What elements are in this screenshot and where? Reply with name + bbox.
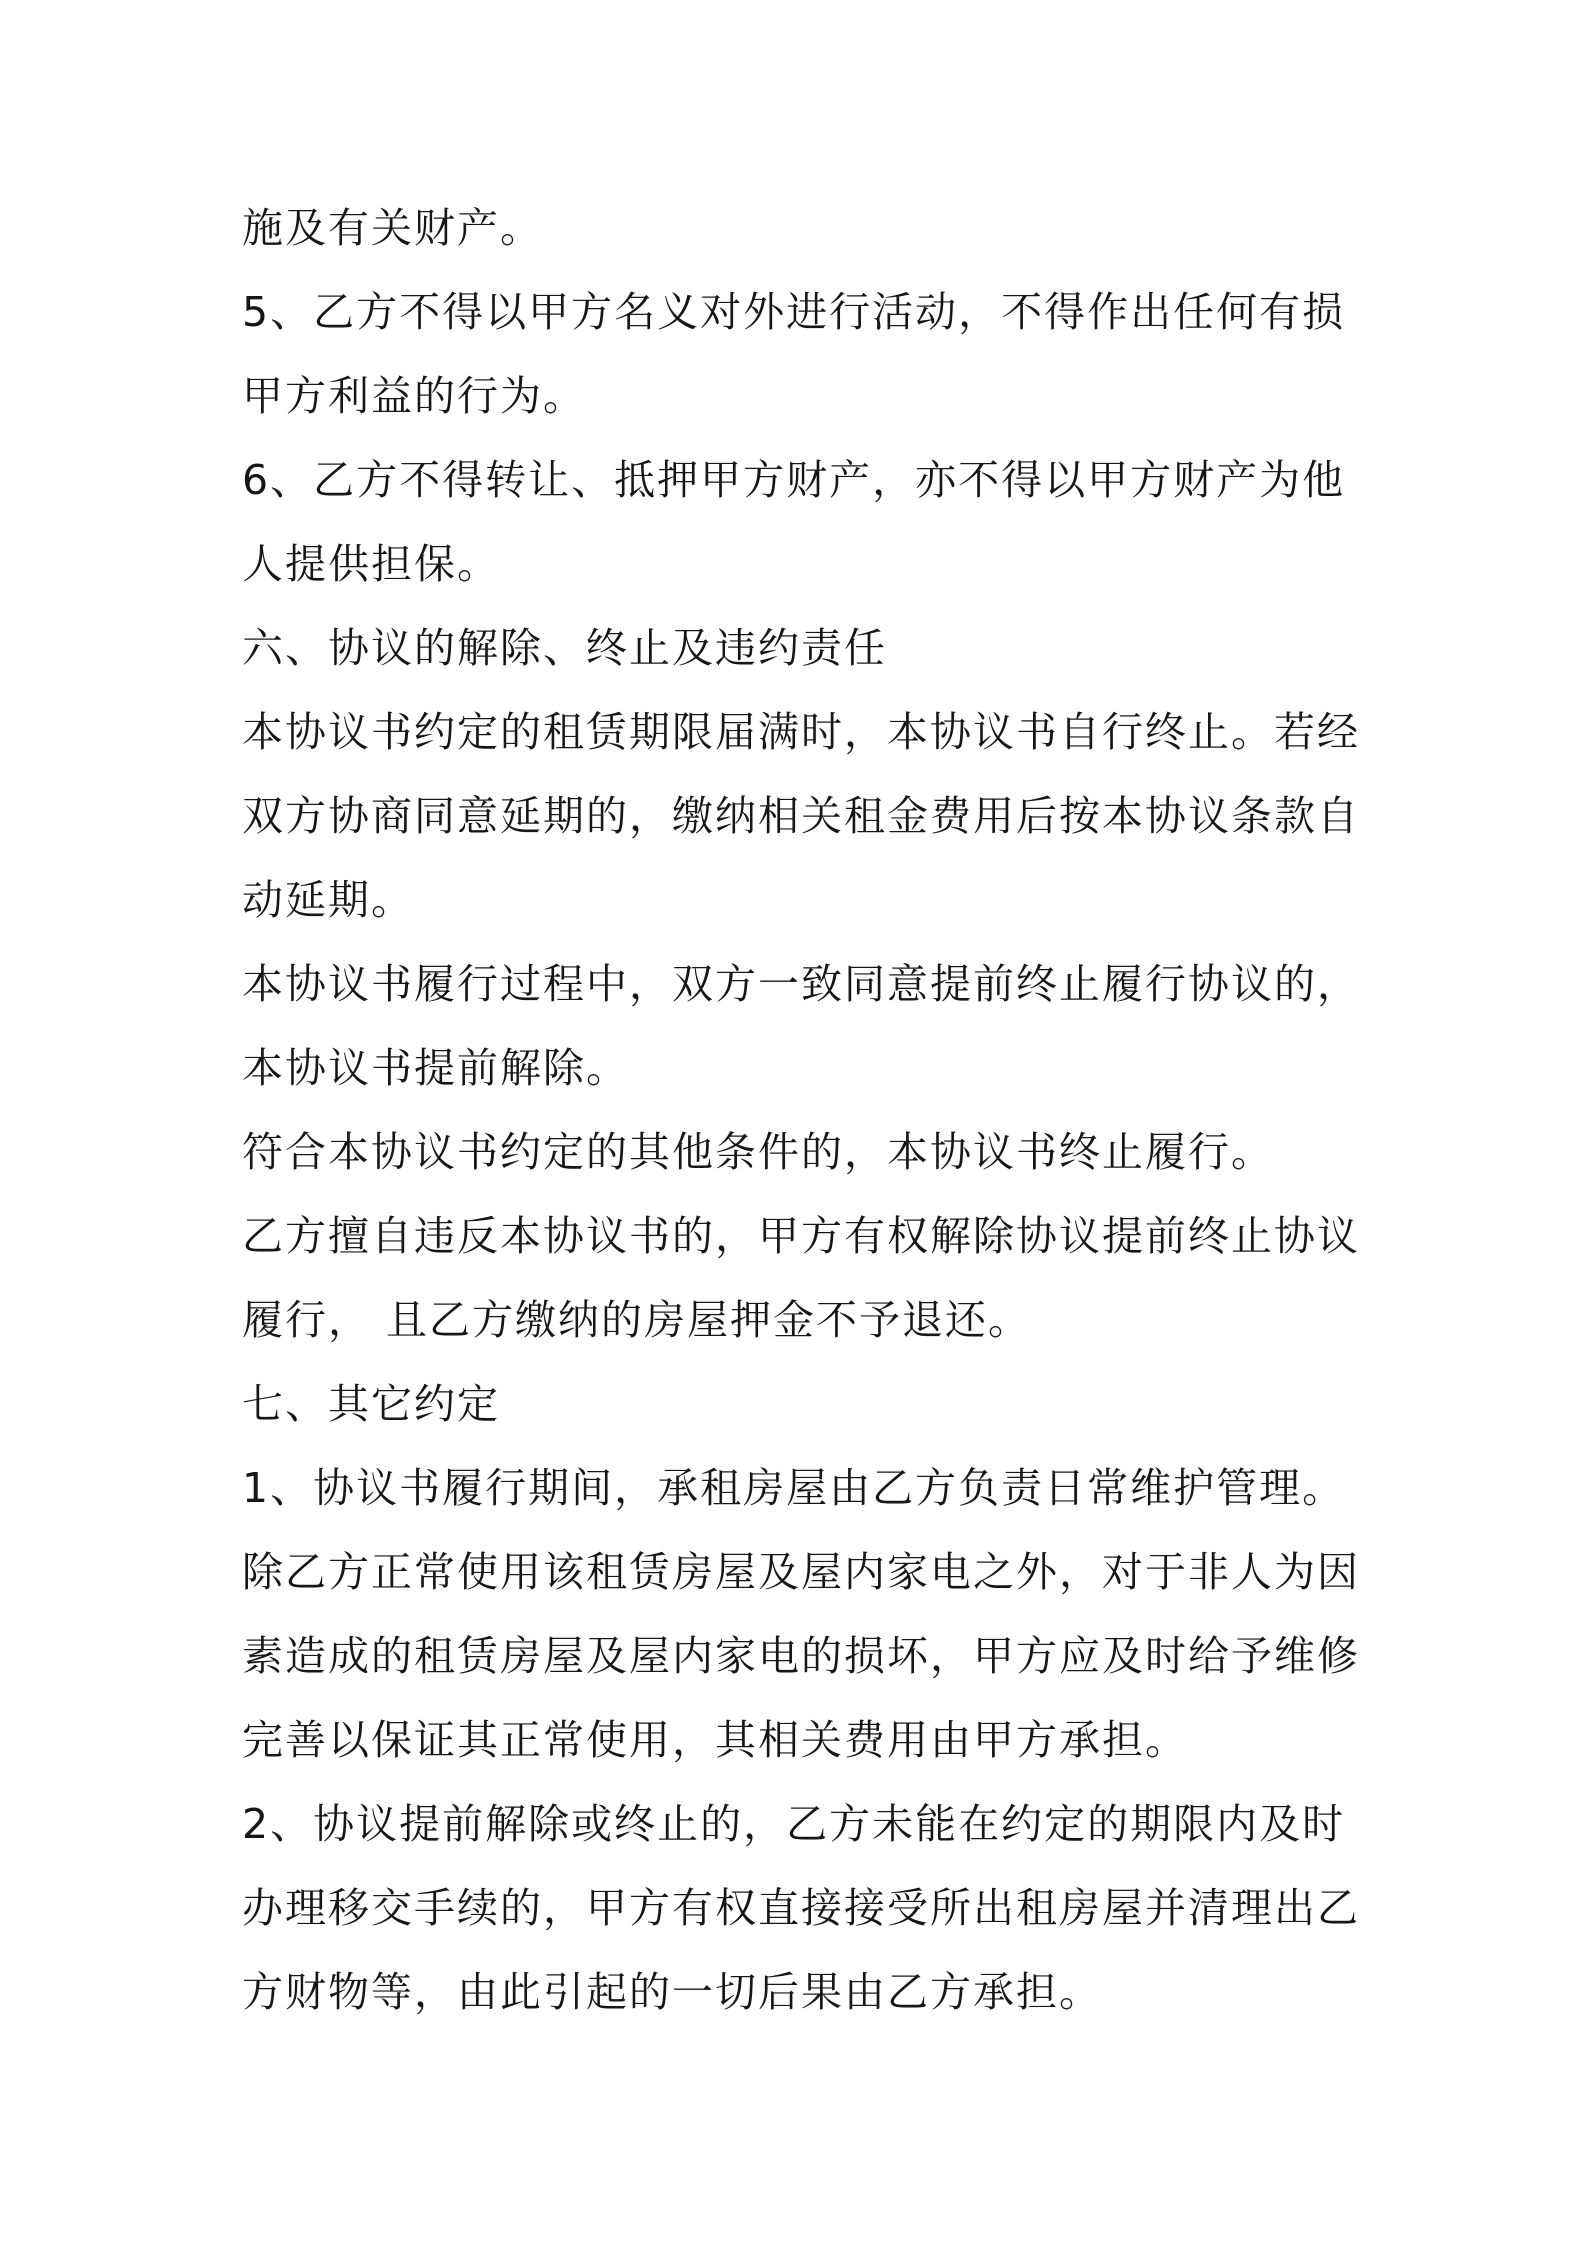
text-line: 办理移交手续的，甲方有权直接接受所出租房屋并清理出乙 <box>242 1884 1360 1932</box>
text-line: 乙方擅自违反本协议书的，甲方有权解除协议提前终止协议 <box>242 1212 1360 1260</box>
text-line: 甲方利益的行为。 <box>242 372 586 420</box>
text-line: 本协议书约定的租赁期限届满时，本协议书自行终止。若经 <box>242 708 1360 756</box>
text-line: 动延期。 <box>242 876 414 924</box>
section-heading: 七、其它约定 <box>242 1380 500 1428</box>
text-line: 6、乙方不得转让、抵押甲方财产，亦不得以甲方财产为他 <box>242 456 1346 504</box>
text-line: 素造成的租赁房屋及屋内家电的损坏，甲方应及时给予维修 <box>242 1632 1360 1680</box>
text-line: 施及有关财产。 <box>242 204 543 252</box>
text-line: 本协议书提前解除。 <box>242 1044 629 1092</box>
text-line: 履行， 且乙方缴纳的房屋押金不予退还。 <box>242 1296 1032 1344</box>
text-line: 完善以保证其正常使用，其相关费用由甲方承担。 <box>242 1716 1188 1764</box>
text-line: 双方协商同意延期的，缴纳相关租金费用后按本协议条款自 <box>242 792 1360 840</box>
text-line: 2、协议提前解除或终止的，乙方未能在约定的期限内及时 <box>242 1800 1346 1848</box>
text-line: 5、乙方不得以甲方名义对外进行活动，不得作出任何有损 <box>242 288 1346 336</box>
text-line: 本协议书履行过程中，双方一致同意提前终止履行协议的， <box>242 960 1360 1008</box>
text-line: 1、协议书履行期间，承租房屋由乙方负责日常维护管理。 <box>242 1464 1346 1512</box>
text-line: 方财物等，由此引起的一切后果由乙方承担。 <box>242 1968 1102 2016</box>
text-line: 人提供担保。 <box>242 540 500 588</box>
section-heading: 六、协议的解除、终止及违约责任 <box>242 624 887 672</box>
text-line: 除乙方正常使用该租赁房屋及屋内家电之外，对于非人为因 <box>242 1548 1360 1596</box>
text-line: 符合本协议书约定的其他条件的，本协议书终止履行。 <box>242 1128 1274 1176</box>
